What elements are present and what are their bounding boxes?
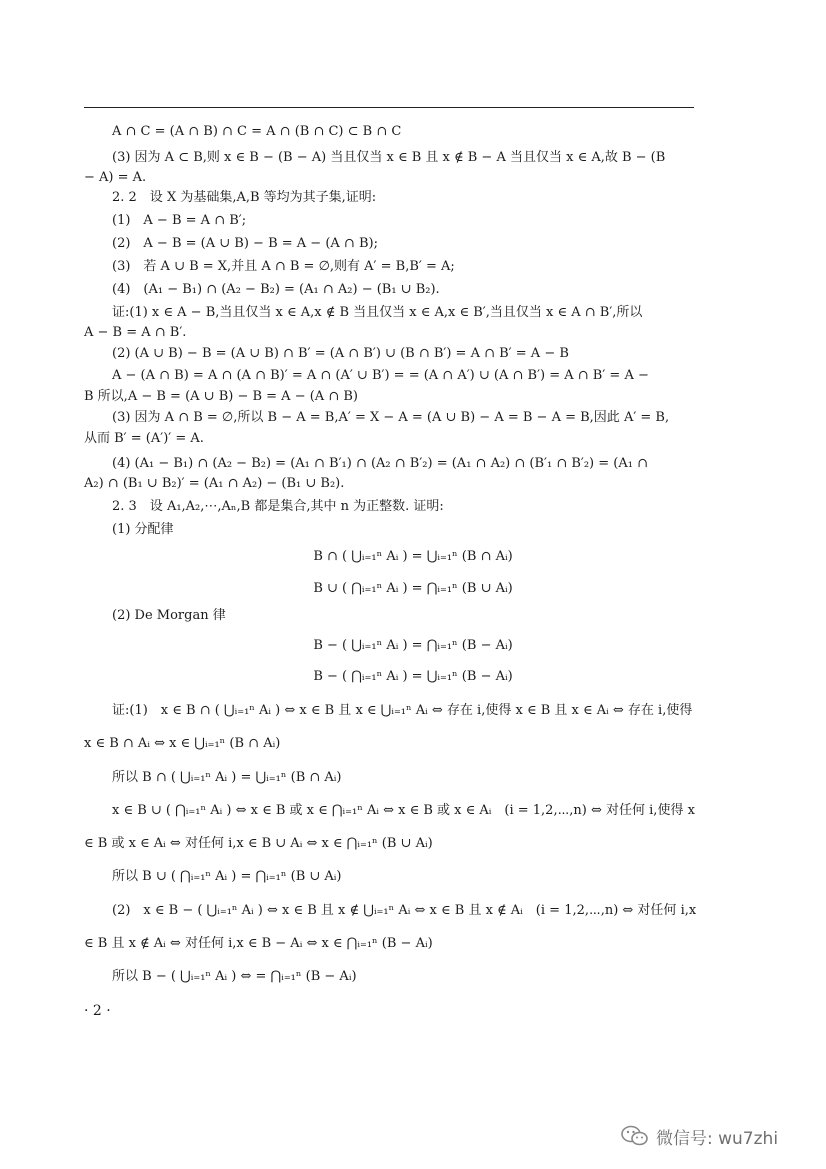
formula: B − ( ⋃ᵢ₌₁ⁿ Aᵢ ) = ⋂ᵢ₌₁ⁿ (B − Aᵢ) xyxy=(313,638,513,653)
text-line: A ∩ C = (A ∩ B) ∩ C = A ∩ (B ∩ C) ⊂ B ∩ C xyxy=(112,124,402,139)
text-line: (1) A − B = A ∩ B′; xyxy=(112,213,247,228)
text-line: 所以 B − ( ⋃ᵢ₌₁ⁿ Aᵢ ) ⇔ = ⋂ᵢ₌₁ⁿ (B − Aᵢ) xyxy=(112,969,357,984)
text-line: (2) x ∈ B − ( ⋃ᵢ₌₁ⁿ Aᵢ ) ⇔ x ∈ B 且 x ∉ ⋃ᵢ₌₁ⁿ Aᵢ ⇔ x ∈ B 且 x ∉ Aᵢ (i = 1,2,⋯,n) ⇔ 对任何 i,x xyxy=(112,903,697,918)
text-line: 证:(1) x ∈ B ∩ ( ⋃ᵢ₌₁ⁿ Aᵢ ) ⇔ x ∈ B 且 x ∈ ⋃ᵢ₌₁ⁿ Aᵢ ⇔ 存在 i,使得 x ∈ B 且 x ∈ Aᵢ ⇔ 存在 i,使得 xyxy=(112,703,693,718)
page-number: · 2 · xyxy=(84,1003,111,1019)
formula: B ∩ ( ⋃ᵢ₌₁ⁿ Aᵢ ) = ⋃ᵢ₌₁ⁿ (B ∩ Aᵢ) xyxy=(313,549,513,564)
text-line: B 所以,A − B = (A ∪ B) − B = A − (A ∩ B) xyxy=(84,389,358,404)
watermark-text: 微信号: wu7zhi xyxy=(656,1128,779,1149)
text-line: x ∈ B ∩ Aᵢ ⇔ x ∈ ⋃ᵢ₌₁ⁿ (B ∩ Aᵢ) xyxy=(84,736,281,751)
text-line: (3) 若 A ∪ B = X,并且 A ∩ B = ∅,则有 A′ = B,B′ = A; xyxy=(112,259,455,274)
text-line: ∈ B 或 x ∈ Aᵢ ⇔ 对任何 i,x ∈ B ∪ Aᵢ ⇔ x ∈ ⋂ᵢ₌₁ⁿ (B ∪ Aᵢ) xyxy=(84,836,433,851)
text-line: 从而 B′ = (A′)′ = A. xyxy=(84,431,204,446)
section-heading: 2. 2 设 X 为基础集,A,B 等均为其子集,证明: xyxy=(112,190,377,205)
section-heading: 2. 3 设 A₁,A₂,⋯,Aₙ,B 都是集合,其中 n 为正整数. 证明: xyxy=(112,499,444,514)
text-line: A₂) ∩ (B₁ ∪ B₂)′ = (A₁ ∩ A₂) − (B₁ ∪ B₂). xyxy=(84,476,345,491)
text-line: (2) A − B = (A ∪ B) − B = A − (A ∩ B); xyxy=(112,236,378,251)
text-line: (3) 因为 A ∩ B = ∅,所以 B − A = B,A′ = X − A = (A ∪ B) − A = B − A = B,因此 A′ = B, xyxy=(112,410,670,425)
text-line: A − (A ∩ B) = A ∩ (A ∩ B)′ = A ∩ (A′ ∪ B′) = = (A ∩ A′) ∪ (A ∩ B′) = A ∩ B′ = A − xyxy=(112,368,649,383)
text-line: 所以 B ∩ ( ⋃ᵢ₌₁ⁿ Aᵢ ) = ⋃ᵢ₌₁ⁿ (B ∩ Aᵢ) xyxy=(112,770,342,785)
text-line: ∈ B 且 x ∉ Aᵢ ⇔ 对任何 i,x ∈ B − Aᵢ ⇔ x ∈ ⋂ᵢ₌₁ⁿ (B − Aᵢ) xyxy=(84,936,433,951)
text-line: A − B = A ∩ B′. xyxy=(84,325,187,340)
text-line: x ∈ B ∪ ( ⋂ᵢ₌₁ⁿ Aᵢ ) ⇔ x ∈ B 或 x ∈ ⋂ᵢ₌₁ⁿ Aᵢ ⇔ x ∈ B 或 x ∈ Aᵢ (i = 1,2,⋯,n) ⇔ 对任何 i,使得 x xyxy=(112,803,695,818)
text-line: 所以 B ∪ ( ⋂ᵢ₌₁ⁿ Aᵢ ) = ⋂ᵢ₌₁ⁿ (B ∪ Aᵢ) xyxy=(112,869,342,884)
text-line: (4) (A₁ − B₁) ∩ (A₂ − B₂) = (A₁ ∩ A₂) − (B₁ ∪ B₂). xyxy=(112,282,440,297)
watermark xyxy=(620,1124,778,1148)
text-line: (2) De Morgan 律 xyxy=(112,608,226,623)
formula: B ∪ ( ⋂ᵢ₌₁ⁿ Aᵢ ) = ⋂ᵢ₌₁ⁿ (B ∪ Aᵢ) xyxy=(313,581,513,596)
text-line: (2) (A ∪ B) − B = (A ∪ B) ∩ B′ = (A ∩ B′) ∪ (B ∩ B′) = A ∩ B′ = A − B xyxy=(112,346,569,361)
text-line: 证:(1) x ∈ A − B,当且仅当 x ∈ A,x ∉ B 当且仅当 x ∈ A,x ∈ B′,当且仅当 x ∈ A ∩ B′,所以 xyxy=(112,305,643,320)
formula: B − ( ⋂ᵢ₌₁ⁿ Aᵢ ) = ⋃ᵢ₌₁ⁿ (B − Aᵢ) xyxy=(313,669,513,684)
text-line: (4) (A₁ − B₁) ∩ (A₂ − B₂) = (A₁ ∩ B′₁) ∩ (A₂ ∩ B′₂) = (A₁ ∩ A₂) ∩ (B′₁ ∩ B′₂) = (A₁ ∩ xyxy=(112,456,648,471)
text-line: − A) = A. xyxy=(84,170,147,185)
header-rule xyxy=(84,107,694,108)
wechat-icon xyxy=(620,1124,650,1148)
text-line: (3) 因为 A ⊂ B,则 x ∈ B − (B − A) 当且仅当 x ∈ B 且 x ∉ B − A 当且仅当 x ∈ A,故 B − (B xyxy=(112,150,666,165)
text-line: (1) 分配律 xyxy=(112,522,174,537)
